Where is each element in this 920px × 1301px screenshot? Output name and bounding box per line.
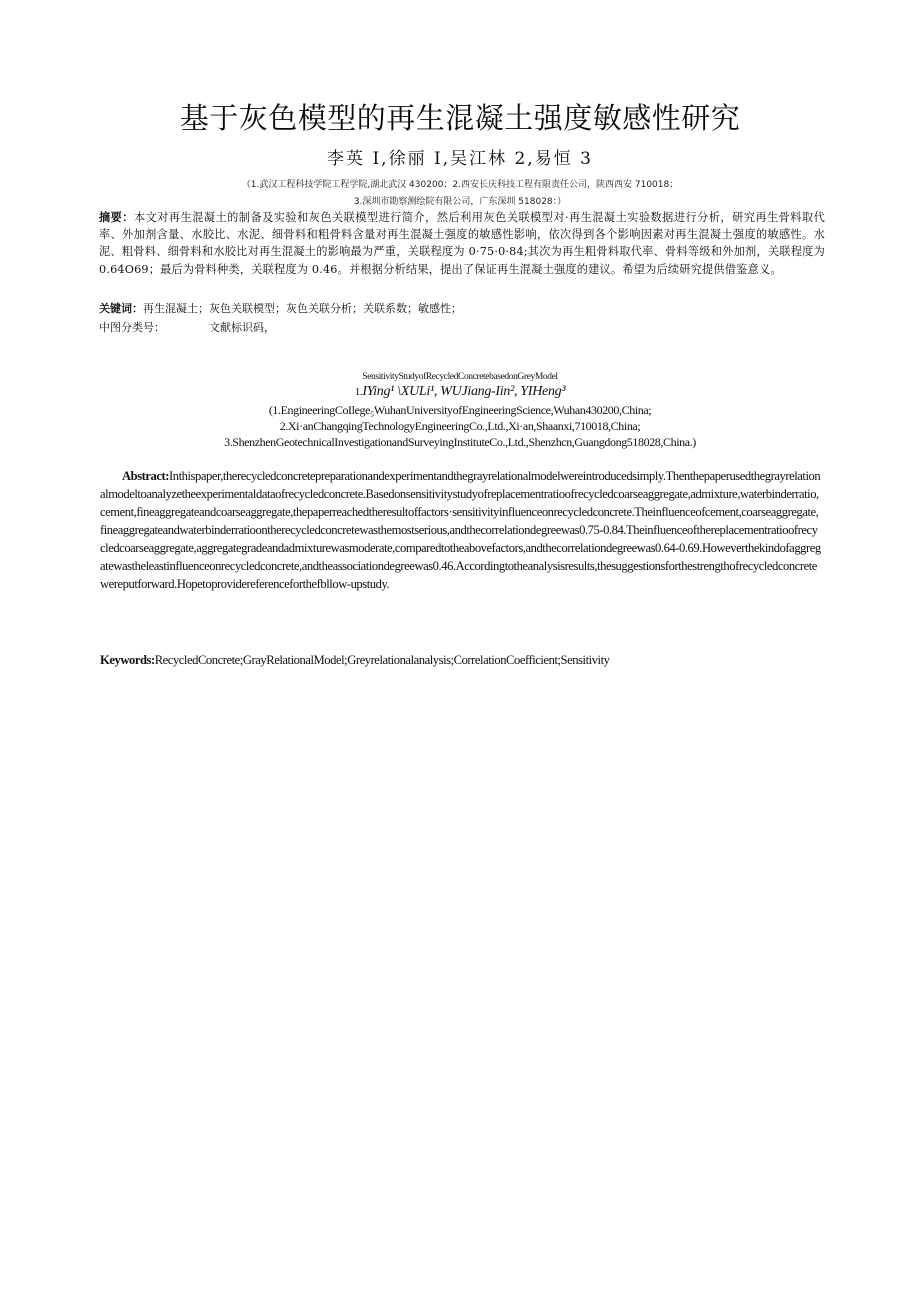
- english-affiliation-line-3: 3.ShenzhenGeotechnicalInvestigationandSurveyingInstituteCo.,Ltd.,Shenzhcn,Guangdong518028,China.): [224, 435, 696, 449]
- chinese-affiliation-line-2: 3.深圳市勘察测绘院有限公司，广东深圳 518028：）: [353, 197, 567, 207]
- chinese-title: 基于灰色模型的再生混凝土强度敏感性研究: [179, 101, 741, 135]
- english-keywords-label: Keywords:: [100, 653, 155, 667]
- document-code-label: 文献标识码，: [209, 321, 275, 334]
- chinese-abstract-text: 本文对再生混凝土的制备及实验和灰色关联模型进行简介，然后利用灰色关联模型对·再生混凝土实验数据进行分析，研究再生骨料取代率、外加剂含量、水胶比、水泥、细骨料和粗骨料含量对再生混凝土强度的敏感性影响，依次得到各个影响因素对再生混凝土强度的敏感性。水泥、粗骨料、细骨料和水胶比对再生混凝土的影响最为严重，关联程度为 0·75·0·84;其次为再生粗骨料取代率、骨料等级和外加剂，关联程度为 0.64O69；最后为骨料种类，关联程度为 0.46。并根据分析结果，提出了保证再生混凝土强度的建议。希望为后续研究提供借鉴意义。: [99, 211, 825, 276]
- chinese-abstract: [99, 209, 825, 278]
- english-affiliation-line-1: (1.EngineeringCoIlege₅WuhanUniversityofEngineeringScience,Wuhan430200,China;: [268, 403, 652, 417]
- english-abstract: [100, 467, 822, 593]
- classification-line: [99, 319, 825, 335]
- english-keywords-text: RecycledConcrete;GrayRelationalModel;Greyrelationalanalysis;CorrelationCoefficient;Sensitivity: [154, 653, 610, 667]
- english-authors-prefix: 1.: [354, 386, 363, 398]
- chinese-keywords: [99, 300, 825, 316]
- english-authors: [0, 384, 920, 400]
- english-affiliation-line-2: 2.Xi·anChangqingTechnologyEngineeringCo.,Ltd.,Xi·an,Shaanxi,710018,China;: [279, 419, 641, 433]
- chinese-keywords-label: 关键词：: [99, 302, 143, 315]
- english-abstract-label: Abstract:: [122, 469, 170, 483]
- english-abstract-text: Inthispaper,therecycledconcretepreparationandexperimentandthegrayrelationalmodelwereintroducedsimply.Thenthepaperusedthegrayrelationalmodeltoanalyzetheexperimentaldataofrecycledconcrete.Basedonsensitivitystudyofreplacementratioofrecycledcoarseaggregate,admixture,waterbinderratio,cement,fineaggregateandcoarseaggregate,thepaperreachedtheresultoffactors·sensitivityinfluenceonrecycledconcrete.Theinfluenceofcement,coarseaggregate,fineaggregateandwaterbinderratioontherecycledconcretewasthemostserious,andthecorrelationdegreewas0.75-0.84.Theinfluenceofthereplacementratioofrecycledcoarseaggregate,aggregategradeandadmixturewasmoderate,comparedtotheabovefactors,andthecorrelationdegreewas0.64-0.69.Howeverthekindofaggregatewastheleastinfluenceonrecycledconcrete,andtheassociationdegreewas0.46.Accordingtotheanalysisresults,thesuggestionsforthestrengthofrecycledconcretewereputforward.Hopetoprovidereferenceforthefbllow-upstudy.: [100, 469, 821, 591]
- chinese-authors: 李英 I,徐丽 I,吴江林 2,易恒 3: [327, 149, 593, 169]
- english-title: SensitivityStudyofRecycledConcretebasedonGreyModel: [362, 372, 558, 382]
- chinese-abstract-label: 摘要：: [99, 211, 134, 224]
- english-keywords: [100, 653, 822, 668]
- english-authors-text: IYing¹ \XULi¹, WUJiang-Iin², YIHeng³: [362, 384, 566, 399]
- chinese-affiliation-line-1: （1.武汉工程科技学院工程学院,湖北武汉 430200；2.西安长庆科技工程有限责任公司，陕西西安 710018；: [241, 180, 679, 190]
- chinese-keywords-text: 再生混凝土；灰色关联模型；灰色关联分析；关联系数；敏感性；: [143, 302, 462, 315]
- classification-label: 中图分类号：: [99, 321, 165, 334]
